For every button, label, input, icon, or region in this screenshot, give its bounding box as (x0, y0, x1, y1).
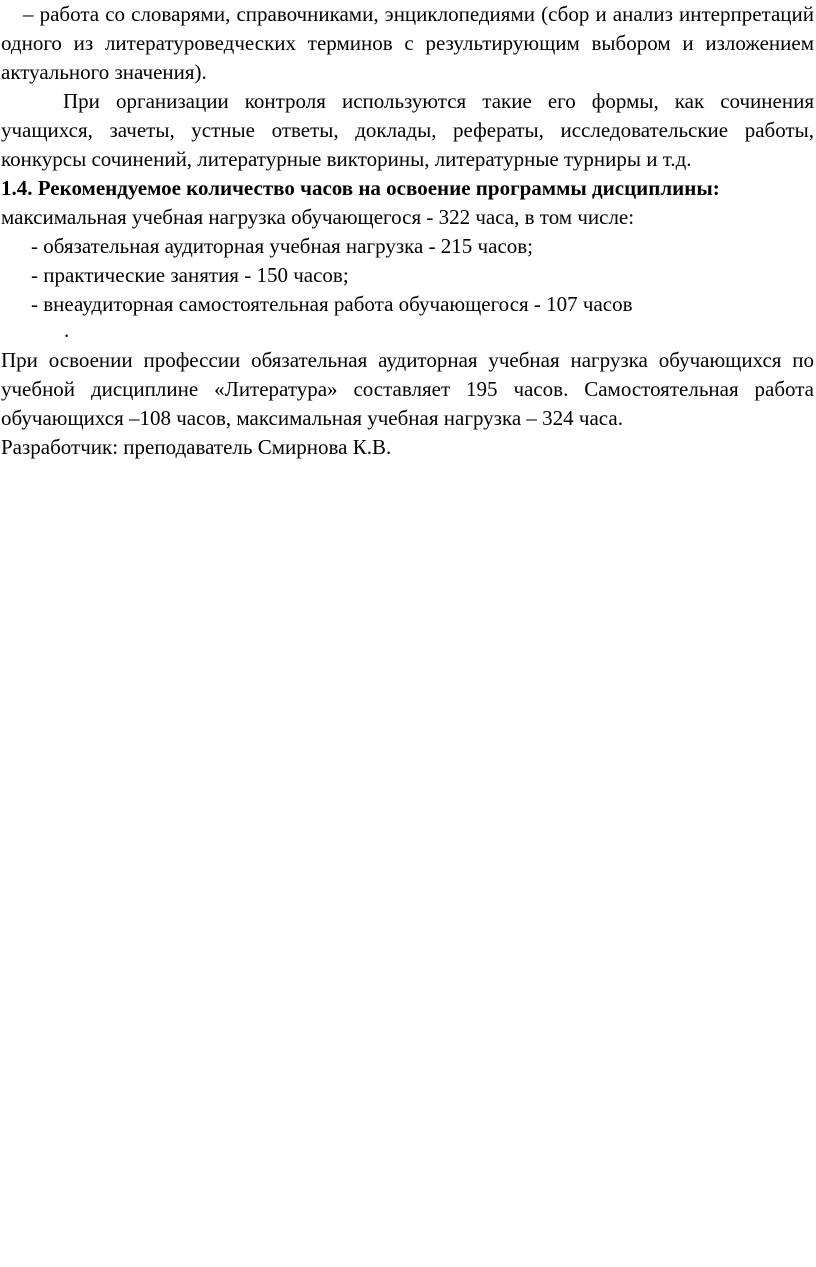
stray-dot: . (64, 318, 70, 342)
load-item-practical: - практические занятия - 150 часов; (31, 263, 349, 287)
control-forms-paragraph: При организации контроля используются такие его формы, как сочинения учащихся, зачеты, устные ответы, доклады, рефераты, исследовательские работы, конкурсы сочинений, литературные викторины, литературные турниры и т.д. (1, 89, 814, 171)
max-load-line: максимальная учебная нагрузка обучающегося - 322 часа, в том числе: (1, 205, 635, 229)
load-item-independent: - внеаудиторная самостоятельная работа обучающегося - 107 часов (31, 292, 633, 316)
profession-paragraph: При освоении профессии обязательная аудиторная учебная нагрузка обучающихся по учебной дисциплине «Литература» составляет 195 часов. Самостоятельная работа обучающихся –108 часов, максимальная учебная нагрузка – 324 часа. (1, 348, 814, 430)
section-heading: 1.4. Рекомендуемое количество часов на освоение программы дисциплины: (1, 176, 720, 200)
developer-line: Разработчик: преподаватель Смирнова К.В. (1, 435, 392, 459)
document-page (0, 0, 816, 462)
load-item-mandatory: - обязательная аудиторная учебная нагрузка - 215 часов; (31, 234, 534, 258)
intro-list-item: – работа со словарями, справочниками, энциклопедиями (сбор и анализ интерпретаций одного из литературоведческих терминов с результирующим выбором и изложением актуального значения). (1, 2, 814, 84)
